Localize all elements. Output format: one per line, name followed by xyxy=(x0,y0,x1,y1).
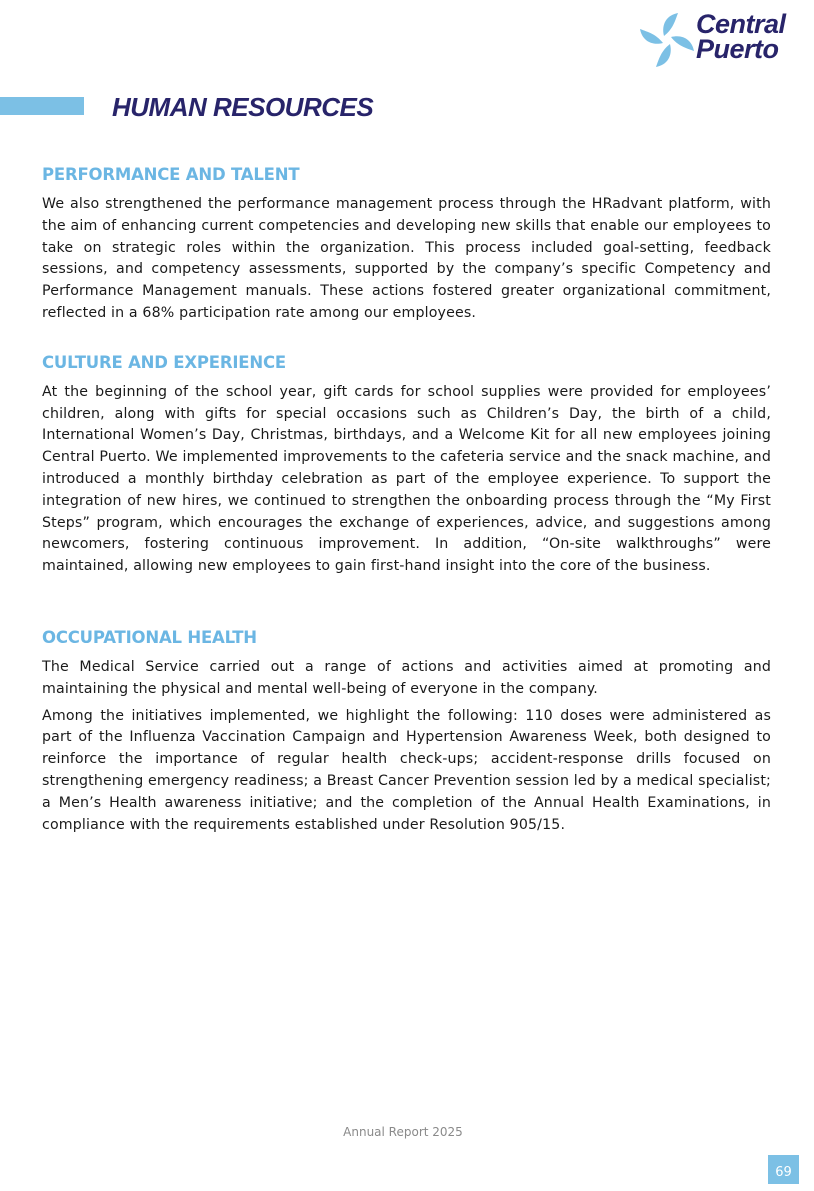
footer-report-label: Annual Report 2025 xyxy=(343,1125,463,1139)
section-heading: CULTURE AND EXPERIENCE xyxy=(42,352,286,372)
page-title: HUMAN RESOURCES xyxy=(112,92,374,122)
section-heading: PERFORMANCE AND TALENT xyxy=(42,165,300,184)
title-accent-bar xyxy=(0,97,84,115)
section-paragraph: Among the initiatives implemented, we highlight the following: 110 doses were administered as part of the Influenza Vaccination Campaign and Hypertension Awareness Week, both designed to reinforce the importance of regular health check-ups; accident-response drills focused on strengthening emergency readiness; a Breast Cancer Prevention session led by a medical specialist; a Men’s Health awareness initiative; and the completion of the Annual Health Examinations, in compliance with the requirements established under Resolution 905/15. xyxy=(42,707,771,833)
section-performance-and-talent xyxy=(42,162,771,325)
document-body xyxy=(42,162,771,836)
page-number-badge: 69 xyxy=(768,1155,799,1184)
central-puerto-logo xyxy=(640,8,805,70)
logo-line-1: Central xyxy=(696,9,786,39)
section-paragraph: At the beginning of the school year, gift cards for school supplies were provided for employees’ children, along with gifts for special occasions such as Children’s Day, the birth of a child, International Women’s Day, Christmas, birthdays, and a Welcome Kit for all new employees joining Central Puerto. We implemented improvements to the cafeteria service and the snack machine, and introduced a monthly birthday celebration as part of the employee experience. To support the integration of new hires, we continued to strengthen the onboarding process through the “My First Steps” program, which encourages the exchange of experiences, advice, and suggestions among newcomers, fostering continuous improvement. In addition, “On-site walkthroughs” were maintained, allowing new employees to gain first-hand insight into the core of the business. xyxy=(42,383,771,575)
section-heading: OCCUPATIONAL HEALTH xyxy=(42,627,257,647)
section-occupational-health xyxy=(42,625,771,836)
section-paragraph: The Medical Service carried out a range of actions and activities aimed at promoting and maintaining the physical and mental well-being of everyone in the company. xyxy=(42,658,771,697)
logo-line-2: Puerto xyxy=(696,34,779,64)
section-culture-and-experience xyxy=(42,350,771,578)
pinwheel-logo-icon xyxy=(640,10,694,70)
section-paragraph: We also strengthened the performance management process through the HRadvant platform, with the aim of enhancing current competencies and developing new skills that enable our employees to take on strategic roles within the organization. This process included goal-setting, feedback sessions, and competency assessments, supported by the company’s specific Competency and Performance Management manuals. These actions fostered greater organizational commitment, reflected in a 68% participation rate among our employees. xyxy=(42,196,771,321)
logo-wordmark xyxy=(696,9,786,64)
